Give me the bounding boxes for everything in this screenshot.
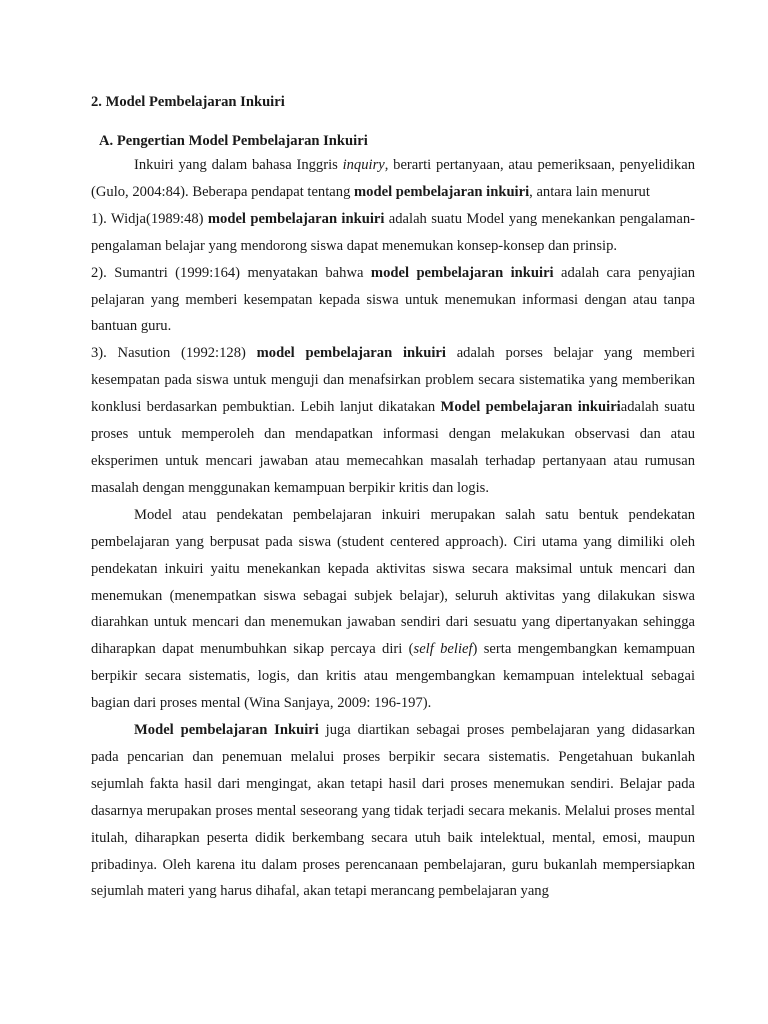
- bold-term: model pembelajaran inkuiri: [370, 264, 554, 281]
- term-inquiry: inquiry: [342, 157, 385, 173]
- bold-term: model pembelajaran inkuiri: [207, 210, 385, 227]
- paragraph-intro: Inkuiri yang dalam bahasa Inggris inquiry, berarti pertanyaan, atau pemeriksaan, penyelidikan (Gulo, 2004:84). Beberapa pendapat tentang model pembelajaran inkuiri, antara lain menurut: [91, 157, 695, 200]
- subsection-heading: A. Pengertian Model Pembelajaran Inkuiri: [99, 133, 368, 149]
- bold-term: Model pembelajaran Inkuiri: [134, 722, 319, 739]
- bold-term: Model pembelajaran inkuiri: [440, 399, 621, 416]
- paragraph-widja: 1). Widja(1989:48) model pembelajaran inkuiri adalah suatu Model yang menekankan pengalaman-pengalaman belajar yang mendorong siswa dapat menemukan konsep-konsep dan prinsip.: [91, 210, 695, 254]
- paragraph-definition: Model pembelajaran Inkuiri juga diartikan sebagai proses pembelajaran yang didasarkan pada pencarian dan penemuan melalui proses berpikir secara sistematis. Pengetahuan bukanlah sejumlah fakta hasil dari mengingat, akan tetapi hasil dari proses menemukan sendiri. Belajar pada dasarnya merupakan proses mental seseorang yang tidak terjadi secara mekanis. Melalui proses mental itulah, diharapkan peserta didik berkembang secara utuh baik intelektual, mental, emosi, maupun pribadinya. Oleh karena itu dalam proses perencanaan pembelajaran, guru bukanlah mempersiapkan sejumlah materi yang harus dihafal, akan tetapi merancang pembelajaran yang: [91, 722, 696, 900]
- bold-term: model pembelajaran inkuiri: [256, 345, 446, 362]
- bold-term: model pembelajaran inkuiri: [354, 183, 530, 200]
- section-heading: 2. Model Pembelajaran Inkuiri: [91, 94, 285, 110]
- paragraph-approach: Model atau pendekatan pembelajaran inkuiri merupakan salah satu bentuk pendekatan pembelajaran yang berpusat pada siswa (student centered approach). Ciri utama yang dimiliki oleh pendekatan inkuiri yaitu menekankan kepada aktivitas siswa secara maksimal untuk mencari dan menemukan (menempatkan siswa sebagai subjek belajar), seluruh aktivitas yang dilakukan siswa diarahkan untuk mencari dan menemukan jawaban sendiri dari sesuatu yang dipertanyakan sehingga diharapkan dapat menumbuhkan sikap percaya diri (self belief) serta mengembangkan kemampuan berpikir secara sistematis, logis, dan kritis atau mengembangkan kemampuan intelektual sebagai bagian dari proses mental (Wina Sanjaya, 2009: 196-197).: [91, 506, 695, 712]
- paragraph-nasution: 3). Nasution (1992:128) model pembelajaran inkuiri adalah porses belajar yang memberi kesempatan pada siswa untuk menguji dan menafsirkan problem secara sistematika yang memberikan konklusi berdasarkan pembuktian. Lebih lanjut dikatakan Model pembelajaran inkuiriadalah suatu proses untuk memperoleh dan mendapatkan informasi dengan melakukan observasi dan atau eksperimen untuk mencari jawaban atau memecahkan masalah terhadap pertanyaan atau rumusan masalah dengan menggunakan kemampuan berpikir kritis dan logis.: [91, 345, 696, 496]
- document-page: [91, 91, 695, 905]
- term-self-belief: self belief: [413, 641, 473, 658]
- paragraph-sumantri: 2). Sumantri (1999:164) menyatakan bahwa model pembelajaran inkuiri adalah cara penyajian pelajaran yang memberi kesempatan kepada siswa untuk menemukan informasi dengan atau tanpa bantuan guru.: [91, 264, 695, 335]
